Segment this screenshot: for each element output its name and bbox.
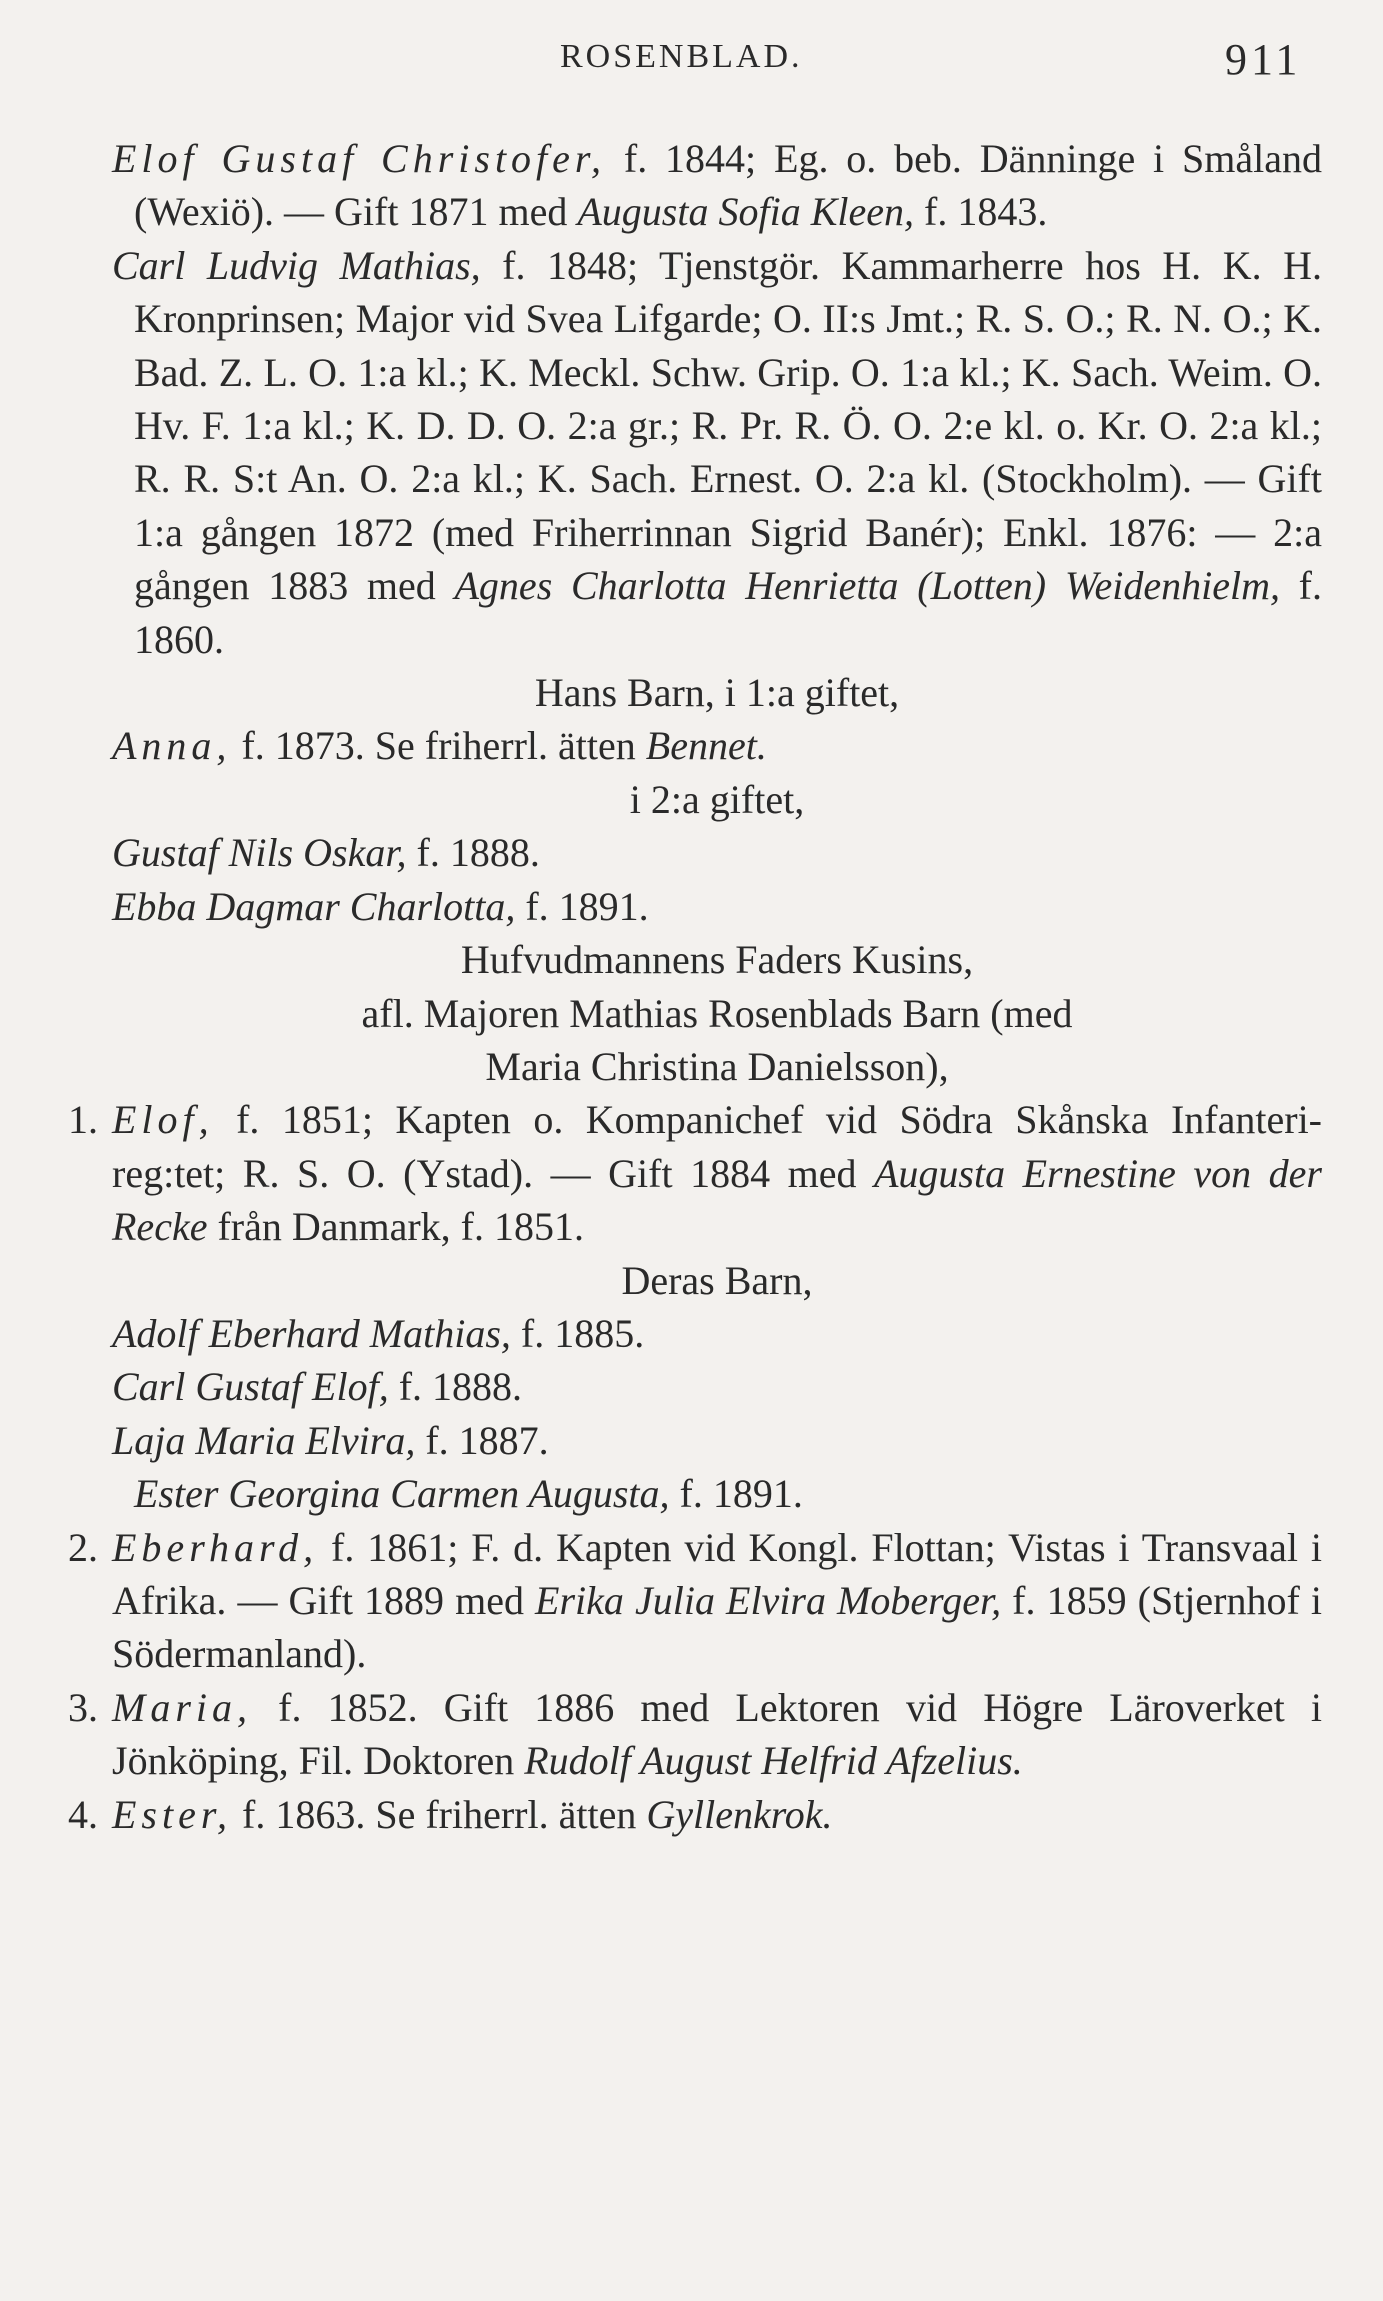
entry-number: 2.	[68, 1524, 98, 1570]
spouse-name: Augusta Sofia Kleen,	[577, 189, 914, 235]
person-name: Laja Maria Elvira,	[112, 1417, 416, 1463]
person-name: Gustaf Nils Oskar,	[112, 830, 407, 876]
entry-text: f. 1891.	[515, 883, 649, 929]
entry-anna	[112, 719, 1322, 772]
entry-number: 1.	[68, 1097, 98, 1143]
section-heading-line2: afl. Majoren Mathias Rosenblads Barn (med	[361, 990, 1073, 1036]
person-name: Elof,	[112, 1097, 214, 1143]
page-number: 911	[1225, 35, 1302, 84]
person-name: Carl Ludvig Mathias,	[112, 242, 481, 288]
section-heading-line3: Maria Christina Danielsson),	[485, 1043, 949, 1089]
entry-text: f. 1843.	[914, 189, 1048, 235]
person-name: Ester Georgina Carmen Augusta,	[134, 1471, 670, 1517]
person-name: Ester,	[112, 1791, 232, 1837]
page-header	[0, 35, 1383, 88]
person-name: Anna,	[112, 723, 232, 769]
spouse-name: Agnes Charlotta Henrietta (Lotten) Weidenhielm,	[454, 563, 1280, 609]
entry-number: 4.	[68, 1791, 98, 1837]
entry-text: f. 1860.	[134, 563, 1322, 662]
subheading-hans-barn: Hans Barn, i 1:a giftet,	[534, 670, 900, 716]
entry-text: från Danmark, f. 1851.	[207, 1204, 584, 1250]
person-name: Elof Gustaf Christofer,	[112, 136, 607, 181]
numbered-entry-2	[68, 1521, 1322, 1681]
spouse-name: Erika Julia Elvira Moberger,	[535, 1577, 1002, 1623]
spouse-name: Rudolf August Helfrid Afzelius.	[524, 1738, 1023, 1784]
entry-text: f. 1888.	[388, 1364, 523, 1410]
entry-text: f. 1859 (Stjernhof i Södermanland).	[112, 1577, 1322, 1677]
entry-number: 3.	[68, 1684, 98, 1730]
entry-text: f. 1885.	[510, 1310, 645, 1356]
entry-laja	[112, 1414, 1322, 1467]
entry-ester-georgina	[112, 1467, 1322, 1520]
running-title: ROSENBLAD.	[560, 38, 803, 75]
entry-text: f. 1861; F. d. Kapten vid Kongl. Flottan; Vistas i Transvaal i Afrika. — Gift 1889 med	[112, 1524, 1322, 1623]
entry-carl-ludvig	[112, 239, 1322, 666]
entry-text: f. 1852. Gift 1886 med Lektoren vid Högre Läroverket i Jönköping, Fil. Doktoren	[112, 1684, 1322, 1784]
entry-text: f. 1891.	[669, 1471, 803, 1517]
subheading-deras-barn: Deras Barn,	[621, 1257, 813, 1303]
entry-text: f. 1887.	[415, 1417, 549, 1463]
entry-text: f. 1873. Se friherrl. ätten	[231, 723, 646, 769]
family-ref: Bennet.	[645, 723, 767, 769]
entry-text: f. 1848; Tjenstgör. Kammarherre hos H. K. H. Kronprinsen; Major vid Svea Lifgarde; O. II:s Jmt.; R. S. O.; R. N. O.; K. Bad. Z. L. O. 1:a kl.; K. Meckl. Schw. Grip. O. 1:a kl.; K. Sach. Weim. O. Hv. F. 1:a kl.; K. D. D. O. 2:a gr.; R. Pr. R. Ö. O. 2:e kl. o. Kr. O. 2:a kl.; R. R. S:t An. O. 2:a kl.; K. Sach. Ernest. O. 2:a kl. (Stockholm). — Gift 1:a gången 1872 (med Friherrinnan Sigrid Banér); Enkl. 1876: — 2:a gången 1883 med	[134, 242, 1323, 609]
family-ref: Gyllenkrok.	[646, 1791, 833, 1837]
entry-gustaf-nils	[112, 826, 1322, 879]
entry-elof-gustaf	[112, 132, 1322, 239]
person-name: Adolf Eberhard Mathias,	[112, 1310, 511, 1356]
entry-ebba	[112, 880, 1322, 933]
section-heading-line1: Hufvudmannens Faders Kusins,	[460, 937, 974, 983]
person-name: Ebba Dagmar Charlotta,	[112, 883, 516, 929]
person-name: Maria,	[112, 1684, 252, 1730]
entry-carl-gustaf	[112, 1360, 1322, 1413]
person-name: Carl Gustaf Elof,	[112, 1364, 389, 1410]
entry-adolf	[112, 1307, 1322, 1360]
spouse-name: Augusta Ernestine von der Recke	[112, 1150, 1322, 1250]
numbered-entry-3	[68, 1681, 1322, 1788]
subheading-giftet-2: i 2:a giftet,	[629, 776, 805, 822]
page-body	[68, 132, 1323, 1841]
entry-text: f. 1844; Eg. o. beb. Dänninge i Småland (Wexiö). — Gift 1871 med	[134, 136, 1322, 235]
entry-text: f. 1863. Se friherrl. ätten	[232, 1791, 647, 1837]
person-name: Eberhard,	[112, 1524, 319, 1570]
entry-text: f. 1851; Kapten o. Kompanichef vid Södra Skånska Infanteri-reg:tet; R. S. O. (Ystad). — Gift 1884 med	[112, 1097, 1322, 1196]
entry-text: f. 1888.	[406, 830, 540, 876]
numbered-entry-1	[68, 1093, 1322, 1253]
numbered-entry-4	[68, 1788, 1322, 1841]
